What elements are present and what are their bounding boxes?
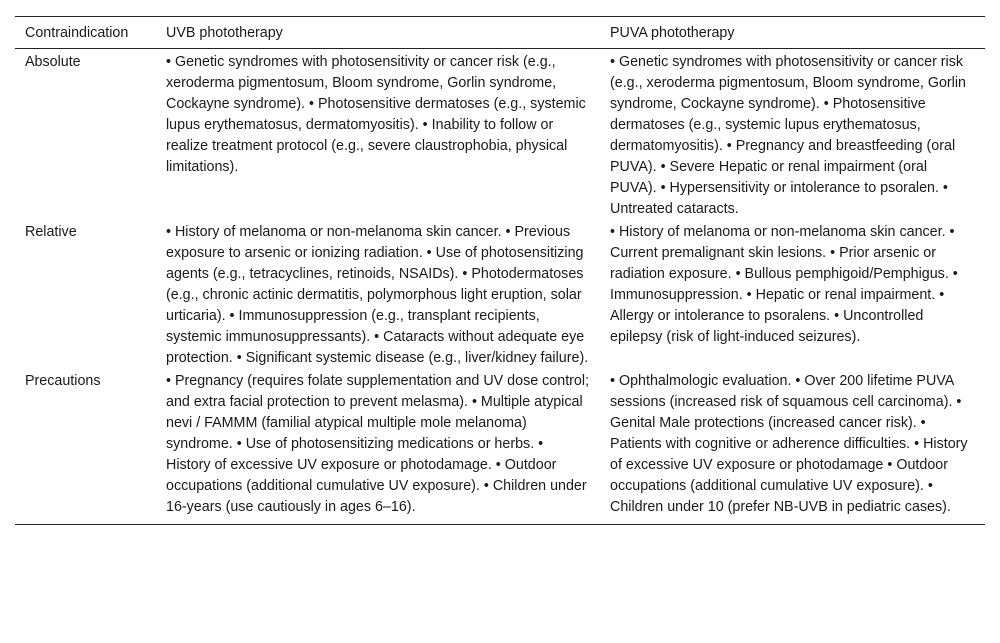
absolute-uvb-cell: • Genetic syndromes with photosensitivity or cancer risk (e.g., xeroderma pigmentosum, Bloom syndrome, Gorlin syndrome, Cockayne syndrome). • Photosensitive dermatoses (e.g., systemic lupus erythematosus, dermatomyositis). • Inability to follow or realize treatment protocol (e.g., severe claustrophobia, physical limitations). [166,54,586,175]
absolute-puva-cell: • Genetic syndromes with photosensitivity or cancer risk (e.g., xeroderma pigmentosum, Bloom syndrome, Gorlin syndrome, Cockayne syndrome). • Photosensitive dermatoses (e.g., systemic lupus erythematosus, dermatomyositis). • Pregnancy and breastfeeding (oral PUVA). • Severe Hepatic or renal impairment (oral PUVA). • Hypersensitivity or intolerance to psoralen. • Untreated cataracts. [610,54,966,217]
header-puva-phototherapy: PUVA phototherapy [610,25,735,41]
header-contraindication: Contraindication [25,25,129,41]
table-header [15,17,985,49]
table-row [15,49,985,221]
table-row [15,220,985,369]
precautions-uvb-cell: • Pregnancy (requires folate supplementation and UV dose control; and extra facial protection to prevent melasma). • Multiple atypical nevi / FAMMM (familial atypical multiple mole melanoma) syndrome. • Use of photosensitizing medications or herbs. • History of excessive UV exposure or photodamage. • Outdoor occupations (additional cumulative UV exposure). • Children under 16-years (use cautiously in ages 6–16). [166,373,590,515]
relative-uvb-cell: • History of melanoma or non-melanoma skin cancer. • Previous exposure to arsenic or ionizing radiation. • Use of photosensitizing agents (e.g., tetracyclines, retinoids, NSAIDs). • Photodermatoses (e.g., chronic actinic dermatitis, polymorphous light eruption, solar urticaria). • Immunosuppression (e.g., transplant recipients, systemic immunosuppressants). • Cataracts without adequate eye protection. • Significant systemic disease (e.g., liver/kidney failure). [166,224,589,366]
precautions-puva-cell: • Ophthalmologic evaluation. • Over 200 lifetime PUVA sessions (increased risk of squamous cell carcinoma). • Genital Male protections (increased cancer risk). • Patients with cognitive or adherence difficulties. • History of excessive UV exposure or photodamage • Outdoor occupations (additional cumulative UV exposure). • Children under 10 (prefer NB-UVB in pediatric cases). [610,373,968,515]
relative-puva-cell: • History of melanoma or non-melanoma skin cancer. • Current premalignant skin lesions. • Prior arsenic or radiation exposure. • Bullous pemphigoid/Pemphigus. • Immunosuppression. • Hepatic or renal impairment. • Allergy or intolerance to psoralens. • Uncontrolled epilepsy (risk of light-induced seizures). [610,224,958,345]
row-label-relative: Relative [25,224,77,240]
table-body [15,49,985,525]
contraindications-table-container [15,16,985,525]
contraindications-table [15,16,985,525]
header-row [15,17,985,49]
row-label-absolute: Absolute [25,54,81,70]
table-row [15,369,985,525]
row-label-precautions: Precautions [25,373,101,389]
header-uvb-phototherapy: UVB phototherapy [166,25,283,41]
